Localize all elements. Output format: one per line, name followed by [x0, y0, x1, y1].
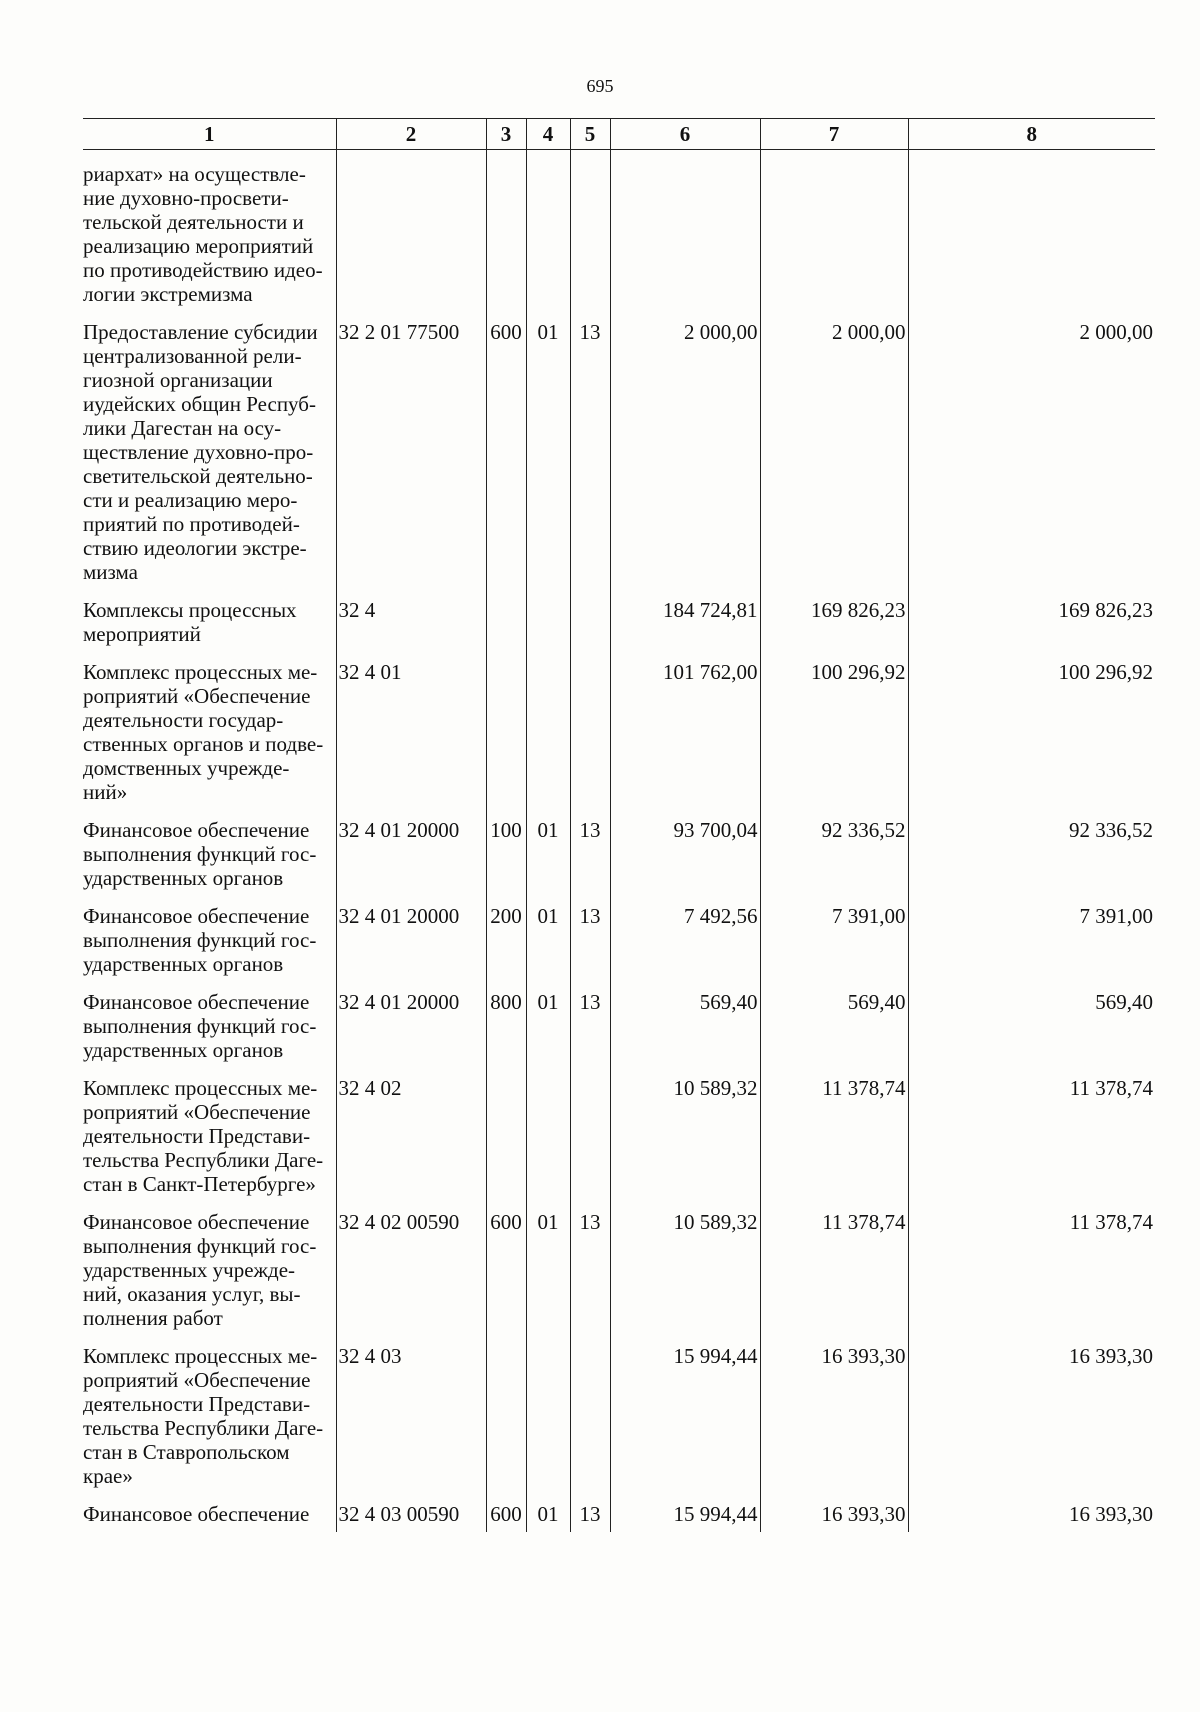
- row-description: Финансовое обеспечение выполнения функций гос- ударственных органов: [83, 990, 317, 1062]
- table-row: [83, 990, 1155, 1076]
- row-col5: [570, 150, 610, 321]
- row-col3: [486, 1076, 526, 1210]
- row-value-7: 16 393,30: [760, 1502, 908, 1532]
- row-col5: [570, 1076, 610, 1210]
- row-value-8: 11 378,74: [908, 1076, 1155, 1210]
- column-header: 6: [610, 119, 760, 150]
- row-description: Комплексы процессных мероприятий: [83, 598, 297, 646]
- row-value-6: 10 589,32: [610, 1210, 760, 1344]
- row-col3: 600: [486, 1502, 526, 1532]
- row-col4: [526, 598, 570, 660]
- row-code: 32 4 03 00590: [336, 1502, 486, 1532]
- table-row: [83, 660, 1155, 818]
- row-col5: [570, 1344, 610, 1502]
- row-col5: 13: [570, 1210, 610, 1344]
- row-col5: 13: [570, 1502, 610, 1532]
- row-value-6: 93 700,04: [610, 818, 760, 904]
- page-number: 695: [586, 76, 614, 96]
- row-col3: 600: [486, 1210, 526, 1344]
- table-row: [83, 1076, 1155, 1210]
- table-header-row: [83, 119, 1155, 150]
- row-value-8: 16 393,30: [908, 1502, 1155, 1532]
- row-description: риархат» на осуществле- ние духовно-просвети- тельской деятельности и реализацию мероприятий по противодействию идео- логии экстремизма: [83, 162, 323, 306]
- row-col5: 13: [570, 904, 610, 990]
- row-value-8: 11 378,74: [908, 1210, 1155, 1344]
- row-col3: 600: [486, 320, 526, 598]
- row-code: 32 4 02 00590: [336, 1210, 486, 1344]
- row-code: 32 2 01 77500: [336, 320, 486, 598]
- column-header: 1: [83, 119, 336, 150]
- budget-table: [83, 118, 1155, 1532]
- row-col3: [486, 1344, 526, 1502]
- row-value-7: 92 336,52: [760, 818, 908, 904]
- row-code: 32 4 02: [336, 1076, 486, 1210]
- table-row: [83, 818, 1155, 904]
- column-header: 3: [486, 119, 526, 150]
- column-header: 5: [570, 119, 610, 150]
- row-col3: [486, 598, 526, 660]
- row-value-7: 7 391,00: [760, 904, 908, 990]
- row-col4: [526, 1344, 570, 1502]
- column-header: 4: [526, 119, 570, 150]
- table-row: [83, 1210, 1155, 1344]
- row-description: Комплекс процессных ме- роприятий «Обеспечение деятельности Представи- тельства Республики Даге- стан в Санкт-Петербурге»: [83, 1076, 324, 1196]
- row-code: 32 4 01 20000: [336, 818, 486, 904]
- table-row: [83, 598, 1155, 660]
- row-value-8: 92 336,52: [908, 818, 1155, 904]
- column-header: 8: [908, 119, 1155, 150]
- row-value-6: 184 724,81: [610, 598, 760, 660]
- column-header: 7: [760, 119, 908, 150]
- row-col4: 01: [526, 904, 570, 990]
- row-col4: 01: [526, 990, 570, 1076]
- row-col4: [526, 150, 570, 321]
- row-code: 32 4 01 20000: [336, 990, 486, 1076]
- row-value-7: [760, 150, 908, 321]
- row-code: 32 4 01 20000: [336, 904, 486, 990]
- row-value-7: 169 826,23: [760, 598, 908, 660]
- row-value-6: [610, 150, 760, 321]
- row-value-6: 15 994,44: [610, 1344, 760, 1502]
- row-code: 32 4 01: [336, 660, 486, 818]
- row-value-7: 569,40: [760, 990, 908, 1076]
- row-col3: [486, 660, 526, 818]
- row-value-7: 100 296,92: [760, 660, 908, 818]
- row-value-6: 2 000,00: [610, 320, 760, 598]
- row-code: [336, 150, 486, 321]
- table-row: [83, 150, 1155, 321]
- row-col5: 13: [570, 990, 610, 1076]
- row-value-6: 15 994,44: [610, 1502, 760, 1532]
- row-value-8: 100 296,92: [908, 660, 1155, 818]
- row-description: Финансовое обеспечение: [83, 1502, 310, 1526]
- row-description: Финансовое обеспечение выполнения функций гос- ударственных учрежде- ний, оказания услуг, вы- полнения работ: [83, 1210, 317, 1330]
- row-description: Комплекс процессных ме- роприятий «Обеспечение деятельности государ- ственных органов и подве- домственных учрежде- ний»: [83, 660, 324, 804]
- row-value-7: 11 378,74: [760, 1210, 908, 1344]
- column-header: 2: [336, 119, 486, 150]
- row-col3: 800: [486, 990, 526, 1076]
- row-col4: 01: [526, 320, 570, 598]
- row-code: 32 4 03: [336, 1344, 486, 1502]
- row-value-8: [908, 150, 1155, 321]
- row-col5: 13: [570, 320, 610, 598]
- row-col4: 01: [526, 1210, 570, 1344]
- table-row: [83, 1344, 1155, 1502]
- row-value-6: 569,40: [610, 990, 760, 1076]
- row-col3: 200: [486, 904, 526, 990]
- row-value-6: 7 492,56: [610, 904, 760, 990]
- row-description: Финансовое обеспечение выполнения функций гос- ударственных органов: [83, 904, 317, 976]
- row-value-8: 16 393,30: [908, 1344, 1155, 1502]
- row-description: Комплекс процессных ме- роприятий «Обеспечение деятельности Представи- тельства Республики Даге- стан в Ставропольском крае»: [83, 1344, 324, 1488]
- row-col4: 01: [526, 818, 570, 904]
- row-col4: 01: [526, 1502, 570, 1532]
- table-row: [83, 904, 1155, 990]
- row-value-7: 11 378,74: [760, 1076, 908, 1210]
- row-col3: 100: [486, 818, 526, 904]
- table-row: [83, 320, 1155, 598]
- row-col5: [570, 660, 610, 818]
- row-value-6: 101 762,00: [610, 660, 760, 818]
- row-value-8: 569,40: [908, 990, 1155, 1076]
- row-code: 32 4: [336, 598, 486, 660]
- row-col4: [526, 660, 570, 818]
- row-value-8: 7 391,00: [908, 904, 1155, 990]
- row-col5: [570, 598, 610, 660]
- table-row: [83, 1502, 1155, 1532]
- row-value-8: 2 000,00: [908, 320, 1155, 598]
- row-description: Финансовое обеспечение выполнения функций гос- ударственных органов: [83, 818, 317, 890]
- row-value-6: 10 589,32: [610, 1076, 760, 1210]
- row-value-7: 2 000,00: [760, 320, 908, 598]
- row-col4: [526, 1076, 570, 1210]
- row-value-8: 169 826,23: [908, 598, 1155, 660]
- row-col5: 13: [570, 818, 610, 904]
- row-value-7: 16 393,30: [760, 1344, 908, 1502]
- row-col3: [486, 150, 526, 321]
- row-description: Предоставление субсидии централизованной рели- гиозной организации иудейских общин Респуб- лики Дагестан на осу- ществление духовно-про- светительской деятельно- сти и реализацию меро- приятий по противодей- ствию идеологии экстре- мизма: [83, 320, 318, 584]
